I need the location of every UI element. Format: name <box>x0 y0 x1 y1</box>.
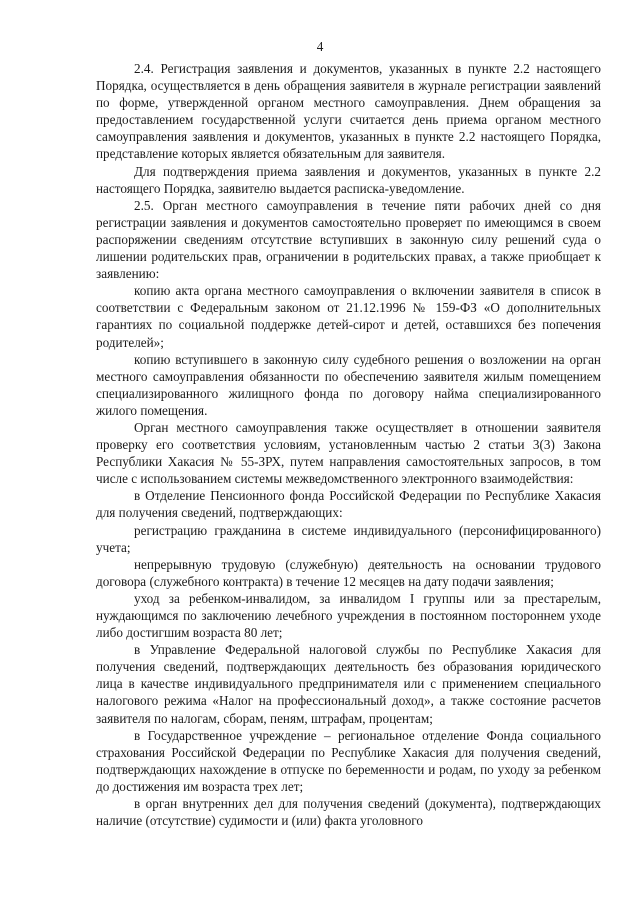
paragraph-receipt-notice: Для подтверждения приема заявления и документов, указанных в пункте 2.2 настоящего Порядка, заявителю выдается расписка-уведомление. <box>96 163 601 196</box>
paragraph-social-insurance: в Государственное учреждение – региональное отделение Фонда социального страхования Российской Федерации по Республике Хакасия для получения сведений, подтверждающих нахождение в отпуске по беременности и родам, по уходу за ребенком до достижения им возраста трех лет; <box>96 727 601 794</box>
paragraph-2-4: 2.4. Регистрация заявления и документов, указанных в пункте 2.2 настоящего Порядка, осуществляется в день обращения заявителя в журнале регистрации заявлений по форме, утвержденной органом местного самоуправления. Днем обращения за предоставлением государственной услуги считается день приема органом местного самоуправления заявления и документов, указанных в пункте 2.2 настоящего Порядка, представление которых является обязательным для заявителя. <box>96 61 601 162</box>
paragraph-court-decision-copy: копию вступившего в законную силу судебного решения о возложении на орган местного самоуправления обязанности по обеспечению заявителя жилым помещением специализированного жилищного фонда по договору найма специализированного жилого помещения. <box>96 351 601 418</box>
document-body <box>96 60 601 829</box>
paragraph-eligibility-check: Орган местного самоуправления также осуществляет в отношении заявителя проверку его соответствия условиям, установленным частью 2 статьи 3(3) Закона Республики Хакасия № 55-ЗРХ, путем направления самостоятельных запросов, в том числе с использованием системы межведомственного электронного взаимодействия: <box>96 419 601 487</box>
paragraph-pension-fund: в Отделение Пенсионного фонда Российской Федерации по Республике Хакасия для получения сведений, подтверждающих: <box>96 488 601 521</box>
paragraph-internal-affairs: в орган внутренних дел для получения сведений (документа), подтверждающих наличие (отсутствие) судимости и (или) факта уголовного <box>96 796 601 829</box>
paragraph-continuous-work: непрерывную трудовую (служебную) деятельность на основании трудового договора (служебного контракта) в течение 12 месяцев на дату подачи заявления; <box>96 556 601 589</box>
page-number: 4 <box>316 39 324 54</box>
paragraph-registration: регистрацию гражданина в системе индивидуального (персонифицированного) учета; <box>96 522 601 555</box>
paragraph-tax-service: в Управление Федеральной налоговой службы по Республике Хакасия для получения сведений, подтверждающих деятельность без образования юридического лица в качестве индивидуального предпринимателя или с применением специального налогового режима «Налог на профессиональный доход», а также состояние расчетов заявителя по налогам, сборам, пеням, штрафам, процентам; <box>96 642 601 726</box>
paragraph-care: уход за ребенком-инвалидом, за инвалидом I группы или за престарелым, нуждающимся по заключению лечебного учреждения в постоянном постороннем уходе либо достигшим возраста 80 лет; <box>96 590 601 641</box>
paragraph-act-copy: копию акта органа местного самоуправления о включении заявителя в список в соответствии с Федеральным законом от 21.12.1996 № 159-ФЗ «О дополнительных гарантиях по социальной поддержке детей-сирот и детей, оставшихся без попечения родителей»; <box>96 283 601 350</box>
paragraph-2-5: 2.5. Орган местного самоуправления в течение пяти рабочих дней со дня регистрации заявления и документов самостоятельно проверяет по имеющимся в своем распоряжении сведениям отсутствие вступивших в законную силу решений суда о лишении родительских прав, ограничении в родительских правах, а также приобщает к заявлению: <box>96 197 601 282</box>
